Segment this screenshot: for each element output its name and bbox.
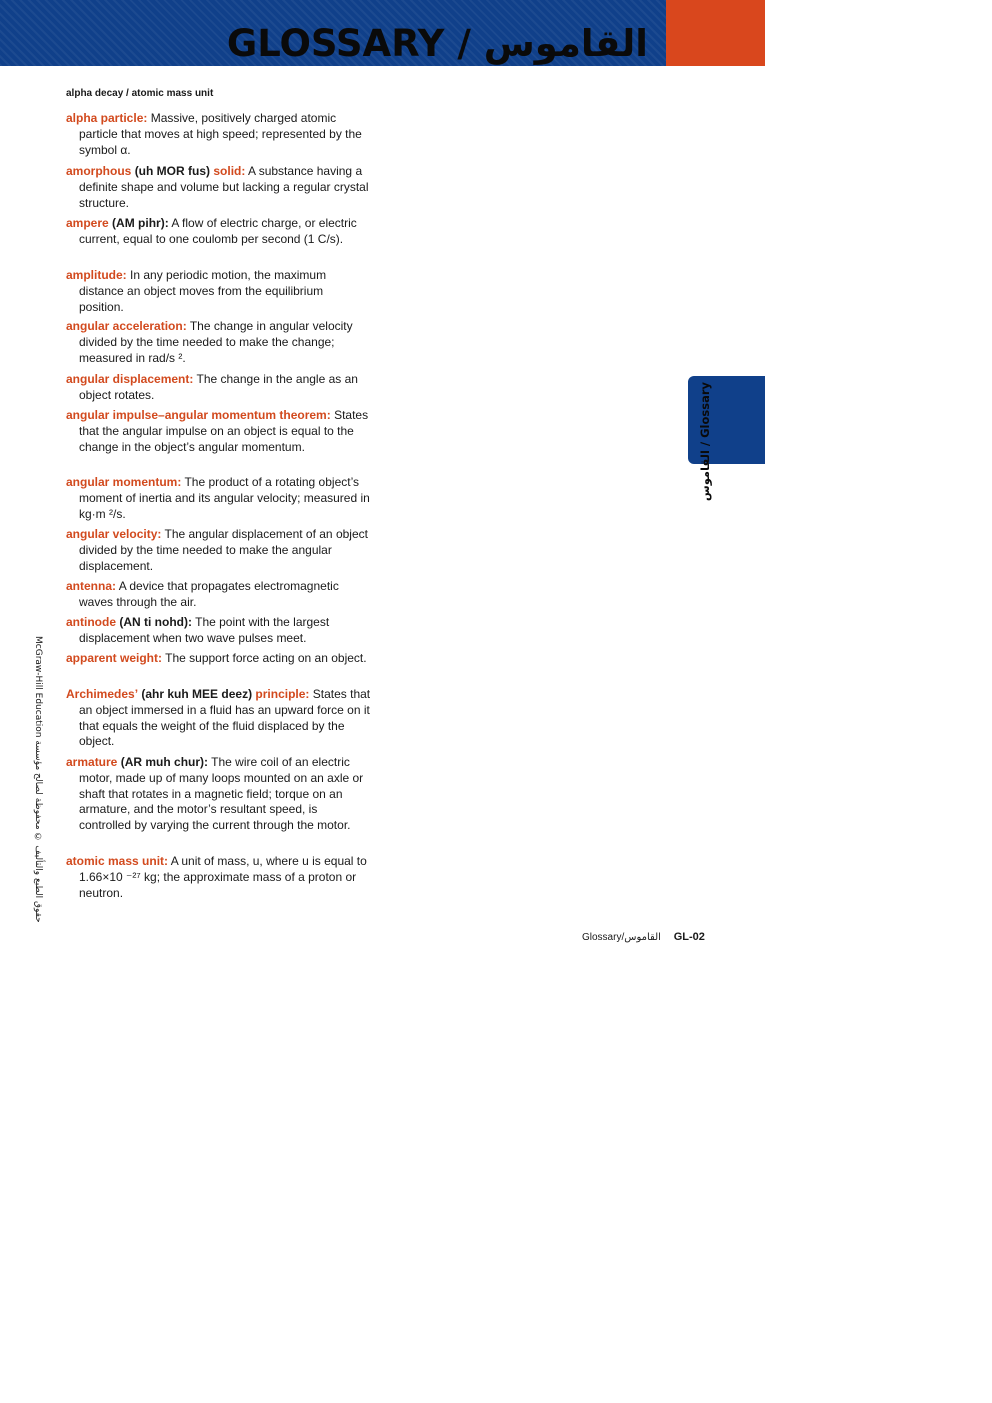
entry-en bbox=[66, 527, 371, 574]
entry-definition: The point with the largest displacement when two wave pulses meet. bbox=[79, 615, 330, 645]
entry-definition: In any periodic motion, the maximum distance an object moves from the equilibrium position. bbox=[79, 268, 327, 314]
entry-en bbox=[66, 579, 371, 611]
entry-term: Archimedes’ bbox=[66, 687, 139, 701]
entry-definition: A device that propagates electromagnetic waves through the air. bbox=[79, 579, 339, 609]
entry-term: angular velocity: bbox=[66, 527, 162, 541]
entry-definition: A unit of mass, u, where u is equal to 1.66×10 ⁻²⁷ kg; the approximate mass of a proton or neutron. bbox=[79, 854, 367, 900]
entry-pronunciation: (AM pihr): bbox=[112, 216, 169, 230]
entry-pronunciation: (AN ti nohd): bbox=[119, 615, 192, 629]
entry-term-continued: principle: bbox=[255, 687, 310, 701]
entry-en bbox=[66, 651, 371, 667]
entry-definition: A substance having a definite shape and volume but lacking a regular crystal structure. bbox=[79, 164, 369, 210]
entry-en bbox=[66, 268, 371, 315]
entry-term: angular impulse–angular momentum theorem: bbox=[66, 408, 331, 422]
entry-term: armature bbox=[66, 755, 118, 769]
entry-term: atomic mass unit: bbox=[66, 854, 169, 868]
entry-definition: The support force acting on an object. bbox=[165, 651, 367, 665]
page-title: GLOSSARY / القاموس bbox=[226, 22, 648, 65]
entry-term: amplitude: bbox=[66, 268, 127, 282]
entry-pronunciation: (AR muh chur): bbox=[120, 755, 209, 769]
entry-en bbox=[66, 111, 371, 158]
entry-en bbox=[66, 164, 371, 211]
side-tab-label: القاموس / Glossary bbox=[698, 382, 712, 502]
entry-term: amorphous bbox=[66, 164, 132, 178]
footer-label: Glossary/القاموس bbox=[582, 932, 661, 943]
entry-en bbox=[66, 408, 371, 455]
entry-term: ampere bbox=[66, 216, 109, 230]
entry-definition: A flow of electric charge, or electric current, equal to one coulomb per second (1 C/s). bbox=[79, 216, 357, 246]
entry-definition: Massive, positively charged atomic particle that moves at high speed; represented by the symbol α. bbox=[79, 111, 362, 157]
entry-definition: States that an object immersed in a fluid has an upward force on it that equals the weight of the fluid displaced by the object. bbox=[79, 687, 371, 749]
section-side-tab bbox=[688, 376, 765, 502]
entry-pronunciation: (uh MOR fus) bbox=[134, 164, 211, 178]
entry-term: alpha particle: bbox=[66, 111, 148, 125]
entry-en bbox=[66, 615, 371, 647]
entry-en bbox=[66, 372, 371, 404]
entry-definition: The change in angular velocity divided by the time needed to make the change; measured in rad/s ². bbox=[79, 319, 353, 365]
entry-en bbox=[66, 854, 371, 901]
page-number: GL-02 bbox=[673, 931, 705, 943]
entry-term-continued: solid: bbox=[213, 164, 246, 178]
entry-pronunciation: (ahr kuh MEE deez) bbox=[141, 687, 253, 701]
entry-en bbox=[66, 687, 371, 750]
header-band bbox=[0, 0, 666, 66]
entry-definition: The wire coil of an electric motor, made up of many loops mounted on an axle or shaft that rotates in a magnetic field; torque on an armature, and the motor’s resultant speed, is controlled by varying the current through the motor. bbox=[79, 755, 364, 833]
entry-definition: The angular displacement of an object divided by the time needed to make the angular displacement. bbox=[79, 527, 368, 573]
header-accent-block bbox=[666, 0, 765, 66]
entry-term: angular momentum: bbox=[66, 475, 182, 489]
running-head: alpha decay / atomic mass unit bbox=[66, 88, 214, 99]
entry-term: antinode bbox=[66, 615, 116, 629]
page-footer bbox=[582, 931, 705, 943]
entry-term: apparent weight: bbox=[66, 651, 163, 665]
entry-term: angular displacement: bbox=[66, 372, 194, 386]
entry-definition: States that the angular impulse on an object is equal to the change in the object’s angular momentum. bbox=[79, 408, 369, 454]
entry-term: angular acceleration: bbox=[66, 319, 187, 333]
entry-en bbox=[66, 216, 371, 248]
entry-en bbox=[66, 755, 371, 834]
entry-definition: The product of a rotating object’s moment of inertia and its angular velocity; measured in kg·m ²/s. bbox=[79, 475, 370, 521]
entry-term: antenna: bbox=[66, 579, 117, 593]
copyright-credit: McGraw-Hill Education حقوق الطبع والتأليف © محفوظة لصالح مؤسسة bbox=[33, 636, 43, 923]
entry-definition: The change in the angle as an object rotates. bbox=[79, 372, 358, 402]
entry-en bbox=[66, 319, 371, 366]
entry-en bbox=[66, 475, 371, 522]
